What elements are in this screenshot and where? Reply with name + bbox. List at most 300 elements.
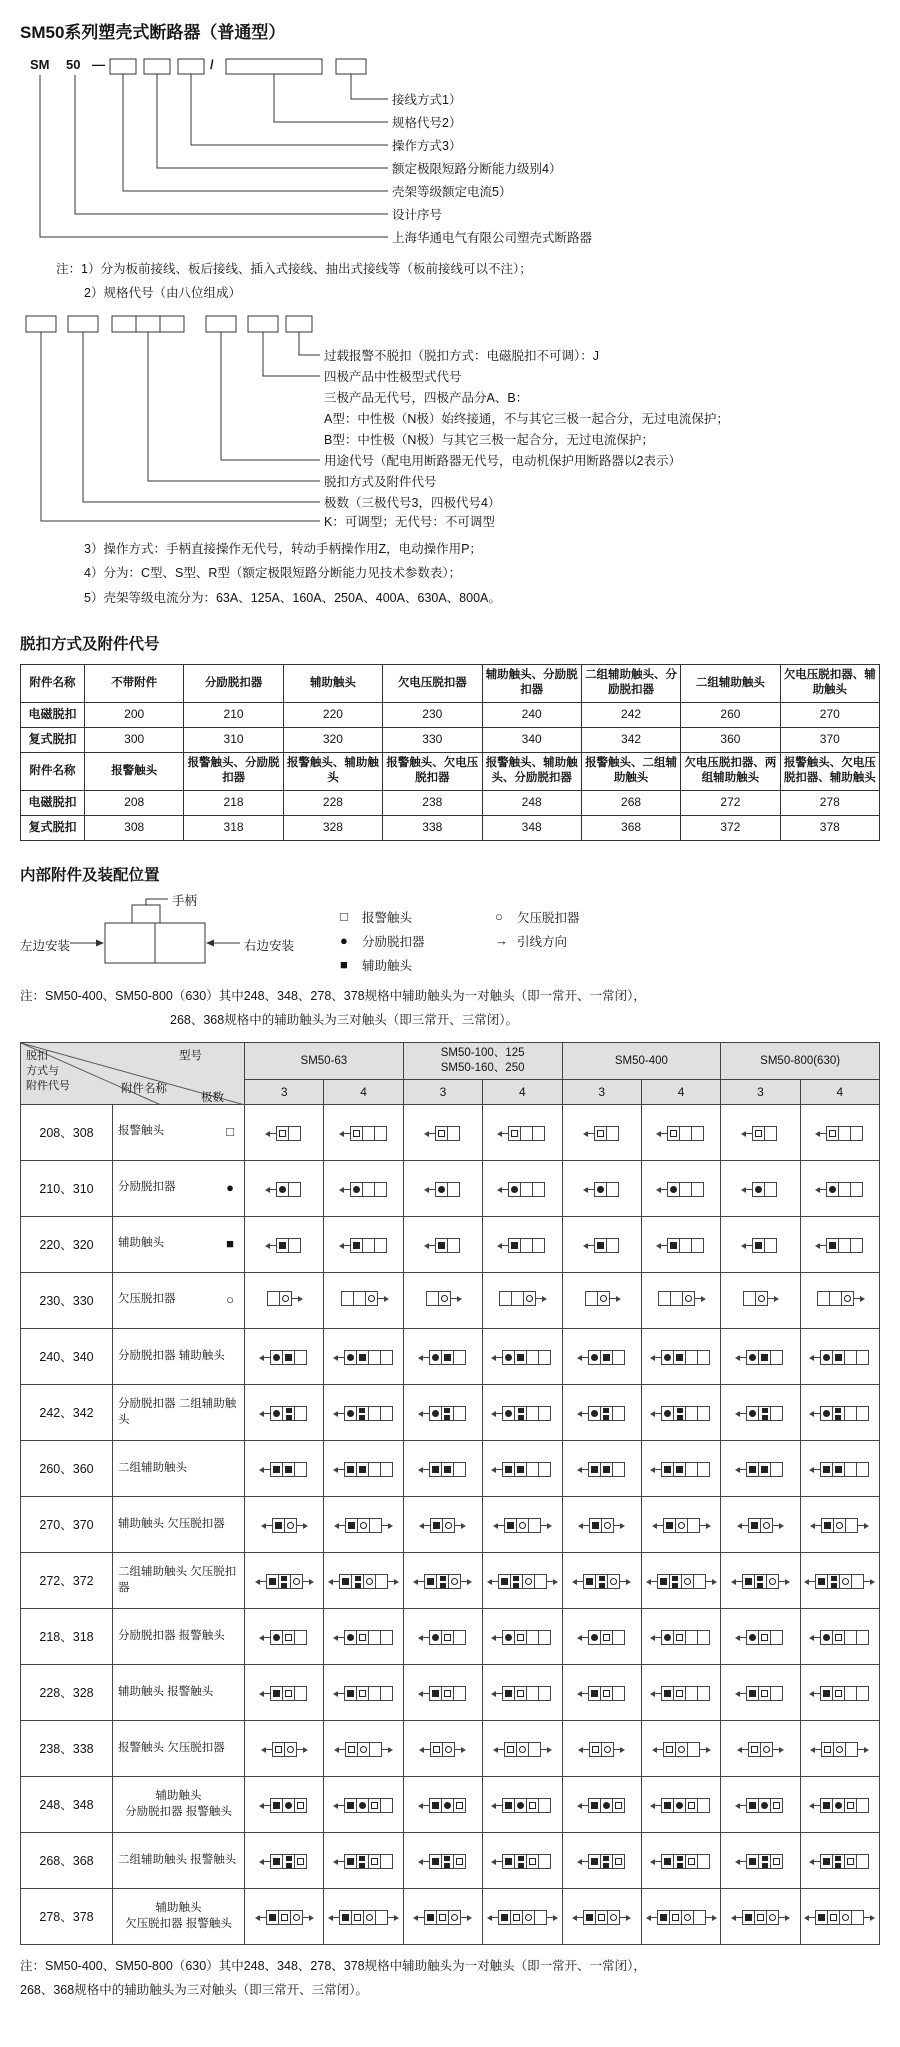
alarm-contact-icon <box>847 1802 854 1809</box>
lead-left-icon <box>811 1805 820 1806</box>
undervoltage-release-icon <box>842 1914 849 1921</box>
housing-slot <box>365 1291 378 1306</box>
lead-right-icon <box>854 1298 863 1299</box>
alarm-contact-icon <box>371 1858 378 1865</box>
diagram-cell <box>483 1272 562 1328</box>
accessory-housing <box>341 1291 378 1306</box>
lead-right-icon <box>451 1298 460 1299</box>
matrix-row <box>21 1160 880 1216</box>
diagram-cell <box>483 1384 562 1440</box>
page-title: SM50系列塑壳式断路器（普通型） <box>20 23 286 42</box>
undervoltage-release-icon <box>769 1914 776 1921</box>
lead-left-icon <box>493 1469 502 1470</box>
undervoltage-release-icon <box>604 1522 611 1529</box>
double-aux-contact-icon <box>359 1856 365 1868</box>
lead-left-icon <box>335 1469 344 1470</box>
alarm-contact-icon <box>507 1746 514 1753</box>
housing-slot <box>380 1798 393 1813</box>
alarm-contact-icon <box>513 1914 520 1921</box>
diagram-cell <box>403 1496 482 1552</box>
accessory-diagram <box>420 1854 466 1869</box>
lead-right-icon <box>297 1749 306 1750</box>
accessory-housing <box>752 1126 777 1141</box>
housing-slot <box>766 1574 779 1589</box>
aux-contact-icon <box>273 1690 280 1697</box>
accessory-diagram <box>811 1350 869 1365</box>
lead-left-icon <box>420 1861 429 1862</box>
undervoltage-release-icon <box>368 1295 375 1302</box>
lead-right-icon <box>303 1581 312 1582</box>
code-value-cell: 320 <box>283 727 382 752</box>
aux-contact-icon <box>517 1354 524 1361</box>
code-table-row <box>21 790 880 815</box>
accessory-diagram <box>743 1182 777 1197</box>
accessory-combo-header: 辅助触头、分励脱扣器 <box>482 664 581 702</box>
accessory-housing <box>502 1798 551 1813</box>
alarm-contact-icon <box>830 1914 837 1921</box>
accessory-diagram <box>811 1462 869 1477</box>
accessory-name-header: 附件名称 <box>21 752 85 790</box>
accessory-housing <box>350 1182 387 1197</box>
spec-label-poles: 极数（三极代号3，四极代号4） <box>324 496 501 511</box>
lead-left-icon <box>499 1189 508 1190</box>
shunt-release-icon <box>432 1410 439 1417</box>
spec-code-diagram <box>20 315 880 537</box>
accessory-symbol: ■ <box>226 1236 234 1252</box>
shunt-release-icon <box>347 1354 354 1361</box>
shunt-release-icon <box>444 1802 451 1809</box>
accessory-name-cell <box>113 1832 245 1888</box>
undervoltage-release-icon <box>525 1914 532 1921</box>
alarm-contact-icon <box>354 1914 361 1921</box>
lead-left-icon <box>336 1749 345 1750</box>
diagram-cell <box>245 1440 324 1496</box>
accessory-diagram <box>737 1798 783 1813</box>
housing-slot <box>612 1798 625 1813</box>
housing-slot <box>294 1798 307 1813</box>
lead-right-icon <box>547 1581 556 1582</box>
housing-slot <box>597 1291 610 1306</box>
alarm-contact-icon <box>603 1634 610 1641</box>
accessory-housing <box>344 1686 393 1701</box>
accessory-housing <box>826 1126 863 1141</box>
aux-contact-icon <box>749 1802 756 1809</box>
housing-slot <box>375 1910 388 1925</box>
undervoltage-release-icon <box>287 1746 294 1753</box>
accessory-diagram <box>493 1686 551 1701</box>
lead-left-icon <box>489 1917 498 1918</box>
diagram-cell <box>800 1328 879 1384</box>
alarm-contact-icon <box>598 1914 605 1921</box>
double-aux-contact-icon <box>440 1576 446 1588</box>
alarm-contact-icon <box>444 1634 451 1641</box>
diagram-cell <box>641 1328 720 1384</box>
undervoltage-release-icon <box>684 1578 691 1585</box>
accessory-diagram <box>811 1854 869 1869</box>
lead-right-icon <box>382 1749 391 1750</box>
accessory-housing <box>752 1238 777 1253</box>
accessory-diagram <box>335 1686 393 1701</box>
shunt-release-icon <box>511 1186 518 1193</box>
accessory-name-cell <box>113 1720 245 1776</box>
accessory-diagram <box>817 1126 863 1141</box>
accessory-diagram <box>426 1182 460 1197</box>
lead-left-icon <box>335 1693 344 1694</box>
matrix-row <box>21 1776 880 1832</box>
shunt-release-icon <box>438 1186 445 1193</box>
accessory-housing <box>270 1350 307 1365</box>
model-name-line: SM50-63 <box>300 1054 348 1067</box>
accessory-diagram <box>330 1574 397 1589</box>
trip-mode-cell: 复式脱扣 <box>21 815 85 840</box>
accessory-housing <box>508 1238 545 1253</box>
aux-contact-icon <box>427 1914 434 1921</box>
housing-slot <box>528 1742 541 1757</box>
diagram-cell <box>641 1440 720 1496</box>
housing-slot <box>856 1630 869 1645</box>
double-aux-contact-icon <box>677 1856 683 1868</box>
accessory-name-cell <box>113 1160 245 1216</box>
accessory-housing <box>270 1462 307 1477</box>
accessory-diagram <box>426 1291 460 1306</box>
shunt-release-icon <box>823 1410 830 1417</box>
accessory-housing <box>270 1798 307 1813</box>
housing-slot <box>760 1518 773 1533</box>
housing-slot <box>693 1574 706 1589</box>
double-aux-contact-icon <box>518 1856 524 1868</box>
accessory-diagram <box>493 1350 551 1365</box>
code-table-header-row <box>21 752 880 790</box>
model-name-line: SM50-800(630) <box>760 1054 841 1067</box>
diagram-cell <box>324 1608 403 1664</box>
accessory-diagram <box>489 1574 556 1589</box>
aux-contact-icon <box>505 1690 512 1697</box>
diagram-cell <box>324 1776 403 1832</box>
accessory-diagram <box>743 1126 777 1141</box>
diagram-cell <box>800 1104 879 1160</box>
accessory-diagram <box>585 1291 619 1306</box>
lead-right-icon <box>388 1581 397 1582</box>
alarm-contact-icon <box>615 1802 622 1809</box>
accessory-housing <box>583 1910 620 1925</box>
model-dash: — <box>92 57 105 72</box>
accessory-combo-header: 报警触头、欠电压脱扣器 <box>383 752 482 790</box>
undervoltage-release-icon <box>360 1746 367 1753</box>
diagram-cell <box>483 1888 562 1944</box>
lead-left-icon <box>580 1525 589 1526</box>
accessory-housing <box>435 1238 460 1253</box>
accessory-housing <box>344 1630 393 1645</box>
diagram-cell <box>324 1440 403 1496</box>
lead-right-icon <box>864 1581 873 1582</box>
assembly-diagram <box>20 895 880 981</box>
housing-slot <box>453 1630 466 1645</box>
shunt-release-icon <box>347 1634 354 1641</box>
accessory-name-header: 附件名称 <box>21 664 85 702</box>
housing-slot <box>375 1574 388 1589</box>
undervoltage-release-icon: ○ <box>495 909 503 925</box>
housing-slot <box>369 1518 382 1533</box>
housing-slot <box>601 1518 614 1533</box>
housing-slot <box>607 1910 620 1925</box>
housing-slot <box>288 1182 301 1197</box>
accessory-housing <box>498 1910 547 1925</box>
lead-left-icon <box>733 1581 742 1582</box>
alarm-contact-icon <box>757 1914 764 1921</box>
diagram-cell <box>245 1104 324 1160</box>
matrix-row <box>21 1440 880 1496</box>
lead-left-icon <box>811 1861 820 1862</box>
lead-left-icon <box>261 1357 270 1358</box>
undervoltage-release-icon <box>763 1522 770 1529</box>
footnote-line1: 注：SM50-400、SM50-800（630）其中248、348、278、378规格中辅助触头为一对触头（即一常开、一常闭）， <box>20 1958 646 1973</box>
model-slash: / <box>210 57 214 72</box>
lead-right-icon <box>547 1917 556 1918</box>
diagram-cell <box>483 1832 562 1888</box>
accessory-diagram <box>811 1686 869 1701</box>
diagram-cell <box>721 1104 800 1160</box>
housing-slot <box>538 1854 551 1869</box>
pole-count-header: 4 <box>800 1080 879 1105</box>
accessory-diagram <box>739 1742 782 1757</box>
diagram-cell <box>721 1664 800 1720</box>
accessory-housing <box>508 1126 545 1141</box>
diagram-cell <box>324 1160 403 1216</box>
housing-slot <box>845 1518 858 1533</box>
lead-left-icon <box>811 1637 820 1638</box>
undervoltage-release-icon <box>836 1746 843 1753</box>
accessory-combo-header: 报警触头、分励脱扣器 <box>184 752 283 790</box>
alarm-contact-icon <box>670 1130 677 1137</box>
housing-slot <box>856 1406 869 1421</box>
accessory-housing <box>594 1182 619 1197</box>
aux-contact-icon <box>433 1522 440 1529</box>
alarm-contact-icon <box>829 1130 836 1137</box>
accessory-diagram <box>733 1574 788 1589</box>
accessory-housing <box>820 1350 869 1365</box>
lead-left-icon <box>733 1917 742 1918</box>
lead-left-icon <box>336 1525 345 1526</box>
lead-left-icon <box>652 1861 661 1862</box>
matrix-row <box>21 1720 880 1776</box>
aux-contact-icon <box>348 1522 355 1529</box>
aux-contact-icon <box>511 1242 518 1249</box>
diagram-cell <box>800 1664 879 1720</box>
housing-slot <box>448 1910 461 1925</box>
accessory-name-cell <box>113 1328 245 1384</box>
diagram-cell <box>562 1384 641 1440</box>
alarm-contact-icon <box>755 1130 762 1137</box>
shunt-release-icon <box>664 1634 671 1641</box>
double-aux-contact-icon <box>286 1856 292 1868</box>
housing-slot <box>856 1686 869 1701</box>
alarm-contact-icon <box>517 1634 524 1641</box>
diagram-cell <box>721 1776 800 1832</box>
code-value-cell: 240 <box>482 702 581 727</box>
accessory-diagram <box>335 1462 393 1477</box>
aux-contact-icon <box>824 1522 831 1529</box>
diagram-cell <box>562 1888 641 1944</box>
accessory-housing <box>667 1182 704 1197</box>
code-cell: 238、338 <box>21 1720 113 1776</box>
aux-contact-icon <box>823 1858 830 1865</box>
lead-left-icon <box>420 1637 429 1638</box>
housing-slot <box>532 1126 545 1141</box>
housing-slot <box>612 1350 625 1365</box>
accessory-housing <box>815 1574 864 1589</box>
shunt-release-icon <box>359 1802 366 1809</box>
lead-left-icon <box>489 1581 498 1582</box>
accessory-diagram <box>267 1238 301 1253</box>
lead-left-icon <box>335 1357 344 1358</box>
lead-left-icon <box>743 1189 752 1190</box>
diagram-cell <box>483 1160 562 1216</box>
accessory-name: 辅助触头 报警触头 <box>118 1686 214 1699</box>
housing-slot <box>288 1126 301 1141</box>
matrix-corner-cell <box>21 1042 245 1104</box>
aux-contact-icon <box>660 1578 667 1585</box>
accessory-name: 二组辅助触头 报警触头 <box>118 1854 237 1867</box>
diagram-cell <box>403 1160 482 1216</box>
code-value-cell: 230 <box>383 702 482 727</box>
housing-slot <box>606 1182 619 1197</box>
code-cell: 260、360 <box>21 1440 113 1496</box>
housing-slot <box>770 1462 783 1477</box>
diagram-cell <box>562 1832 641 1888</box>
lead-left-icon <box>495 1525 504 1526</box>
diagram-cell <box>403 1104 482 1160</box>
pole-count-header: 4 <box>641 1080 720 1105</box>
diagram-cell <box>641 1888 720 1944</box>
diagram-cell <box>403 1552 482 1608</box>
diagram-cell <box>403 1328 482 1384</box>
housing-slot <box>607 1574 620 1589</box>
accessory-housing <box>748 1518 773 1533</box>
housing-slot <box>697 1350 710 1365</box>
diagram-cell <box>562 1720 641 1776</box>
accessory-housing <box>661 1350 710 1365</box>
model-name-line: SM50-100、125 <box>440 1047 525 1060</box>
alarm-contact-icon <box>835 1690 842 1697</box>
lead-direction-icon: → <box>495 933 508 949</box>
note-operation: 3）操作方式：手柄直接操作无代号，转动手柄操作用Z，电动操作用P； <box>84 542 482 557</box>
aux-contact-icon <box>275 1522 282 1529</box>
aux-contact-icon <box>676 1354 683 1361</box>
undervoltage-release-icon <box>293 1914 300 1921</box>
undervoltage-release-icon <box>287 1522 294 1529</box>
diagram-cell <box>245 1608 324 1664</box>
diagram-cell <box>641 1384 720 1440</box>
lead-left-icon <box>493 1693 502 1694</box>
housing-slot <box>279 1291 292 1306</box>
housing-slot <box>538 1462 551 1477</box>
code-value-cell: 300 <box>85 727 184 752</box>
lead-left-icon <box>654 1749 663 1750</box>
diagram-cell <box>721 1384 800 1440</box>
code-cell: 272、372 <box>21 1552 113 1608</box>
pole-count-header: 3 <box>562 1080 641 1105</box>
lead-left-icon <box>658 1189 667 1190</box>
accessory-housing <box>594 1126 619 1141</box>
lead-left-icon <box>652 1469 661 1470</box>
alarm-contact-icon <box>456 1802 463 1809</box>
undervoltage-release-icon <box>451 1578 458 1585</box>
alarm-contact-icon <box>824 1746 831 1753</box>
accessory-diagram <box>499 1182 545 1197</box>
housing-slot <box>453 1854 466 1869</box>
accessory-diagram <box>336 1742 391 1757</box>
accessory-housing <box>746 1854 783 1869</box>
alarm-contact-icon <box>285 1634 292 1641</box>
accessory-name-cell <box>113 1496 245 1552</box>
aux-contact-icon <box>359 1354 366 1361</box>
double-aux-contact-icon <box>359 1408 365 1420</box>
housing-slot <box>851 1910 864 1925</box>
undervoltage-release-icon <box>684 1914 691 1921</box>
aux-contact-icon <box>347 1802 354 1809</box>
lead-left-icon <box>743 1245 752 1246</box>
lead-left-icon <box>420 1357 429 1358</box>
corner-poles-label: 极数 <box>201 1091 224 1104</box>
alarm-contact-icon <box>279 1130 286 1137</box>
legend-label: 引线方向 <box>517 934 568 949</box>
accessory-combo-header: 欠电压脱扣器、辅助触头 <box>780 664 879 702</box>
lead-left-icon <box>737 1693 746 1694</box>
diagram-cell <box>721 1440 800 1496</box>
accessory-housing <box>345 1518 382 1533</box>
legend-label: 欠压脱扣器 <box>517 910 580 925</box>
accessory-housing <box>588 1686 625 1701</box>
diagram-cell <box>403 1664 482 1720</box>
accessory-name-cell <box>113 1384 245 1440</box>
accessory-housing <box>661 1462 710 1477</box>
lead-left-icon <box>335 1637 344 1638</box>
accessory-housing <box>270 1406 307 1421</box>
alarm-contact-icon <box>761 1634 768 1641</box>
housing-slot <box>770 1854 783 1869</box>
accessory-combo-header: 欠电压脱扣器、两组辅助触头 <box>681 752 780 790</box>
diagram-cell <box>800 1888 879 1944</box>
lead-left-icon <box>739 1525 748 1526</box>
shunt-release-icon <box>279 1186 286 1193</box>
housing-slot <box>770 1406 783 1421</box>
alarm-contact-icon <box>773 1802 780 1809</box>
lead-left-icon <box>737 1413 746 1414</box>
aux-contact-icon <box>432 1690 439 1697</box>
code-value-cell: 248 <box>482 790 581 815</box>
code-value-cell: 308 <box>85 815 184 840</box>
matrix-row <box>21 1832 880 1888</box>
code-value-cell: 348 <box>482 815 581 840</box>
shunt-release-icon <box>591 1410 598 1417</box>
accessory-diagram <box>335 1630 393 1645</box>
aux-contact-icon <box>438 1242 445 1249</box>
aux-contact-icon <box>501 1914 508 1921</box>
accessory-diagram <box>495 1518 550 1533</box>
aux-contact-icon <box>591 1690 598 1697</box>
model-name-line: SM50-400 <box>614 1054 668 1067</box>
accessory-housing <box>820 1798 869 1813</box>
housing-slot <box>447 1126 460 1141</box>
accessory-housing <box>429 1350 466 1365</box>
code-cell: 228、328 <box>21 1664 113 1720</box>
housing-slot <box>697 1462 710 1477</box>
accessory-housing <box>504 1518 541 1533</box>
accessory-diagram <box>812 1742 867 1757</box>
matrix-row <box>21 1104 880 1160</box>
pole-count-header: 3 <box>245 1080 324 1105</box>
aux-contact-icon <box>818 1578 825 1585</box>
